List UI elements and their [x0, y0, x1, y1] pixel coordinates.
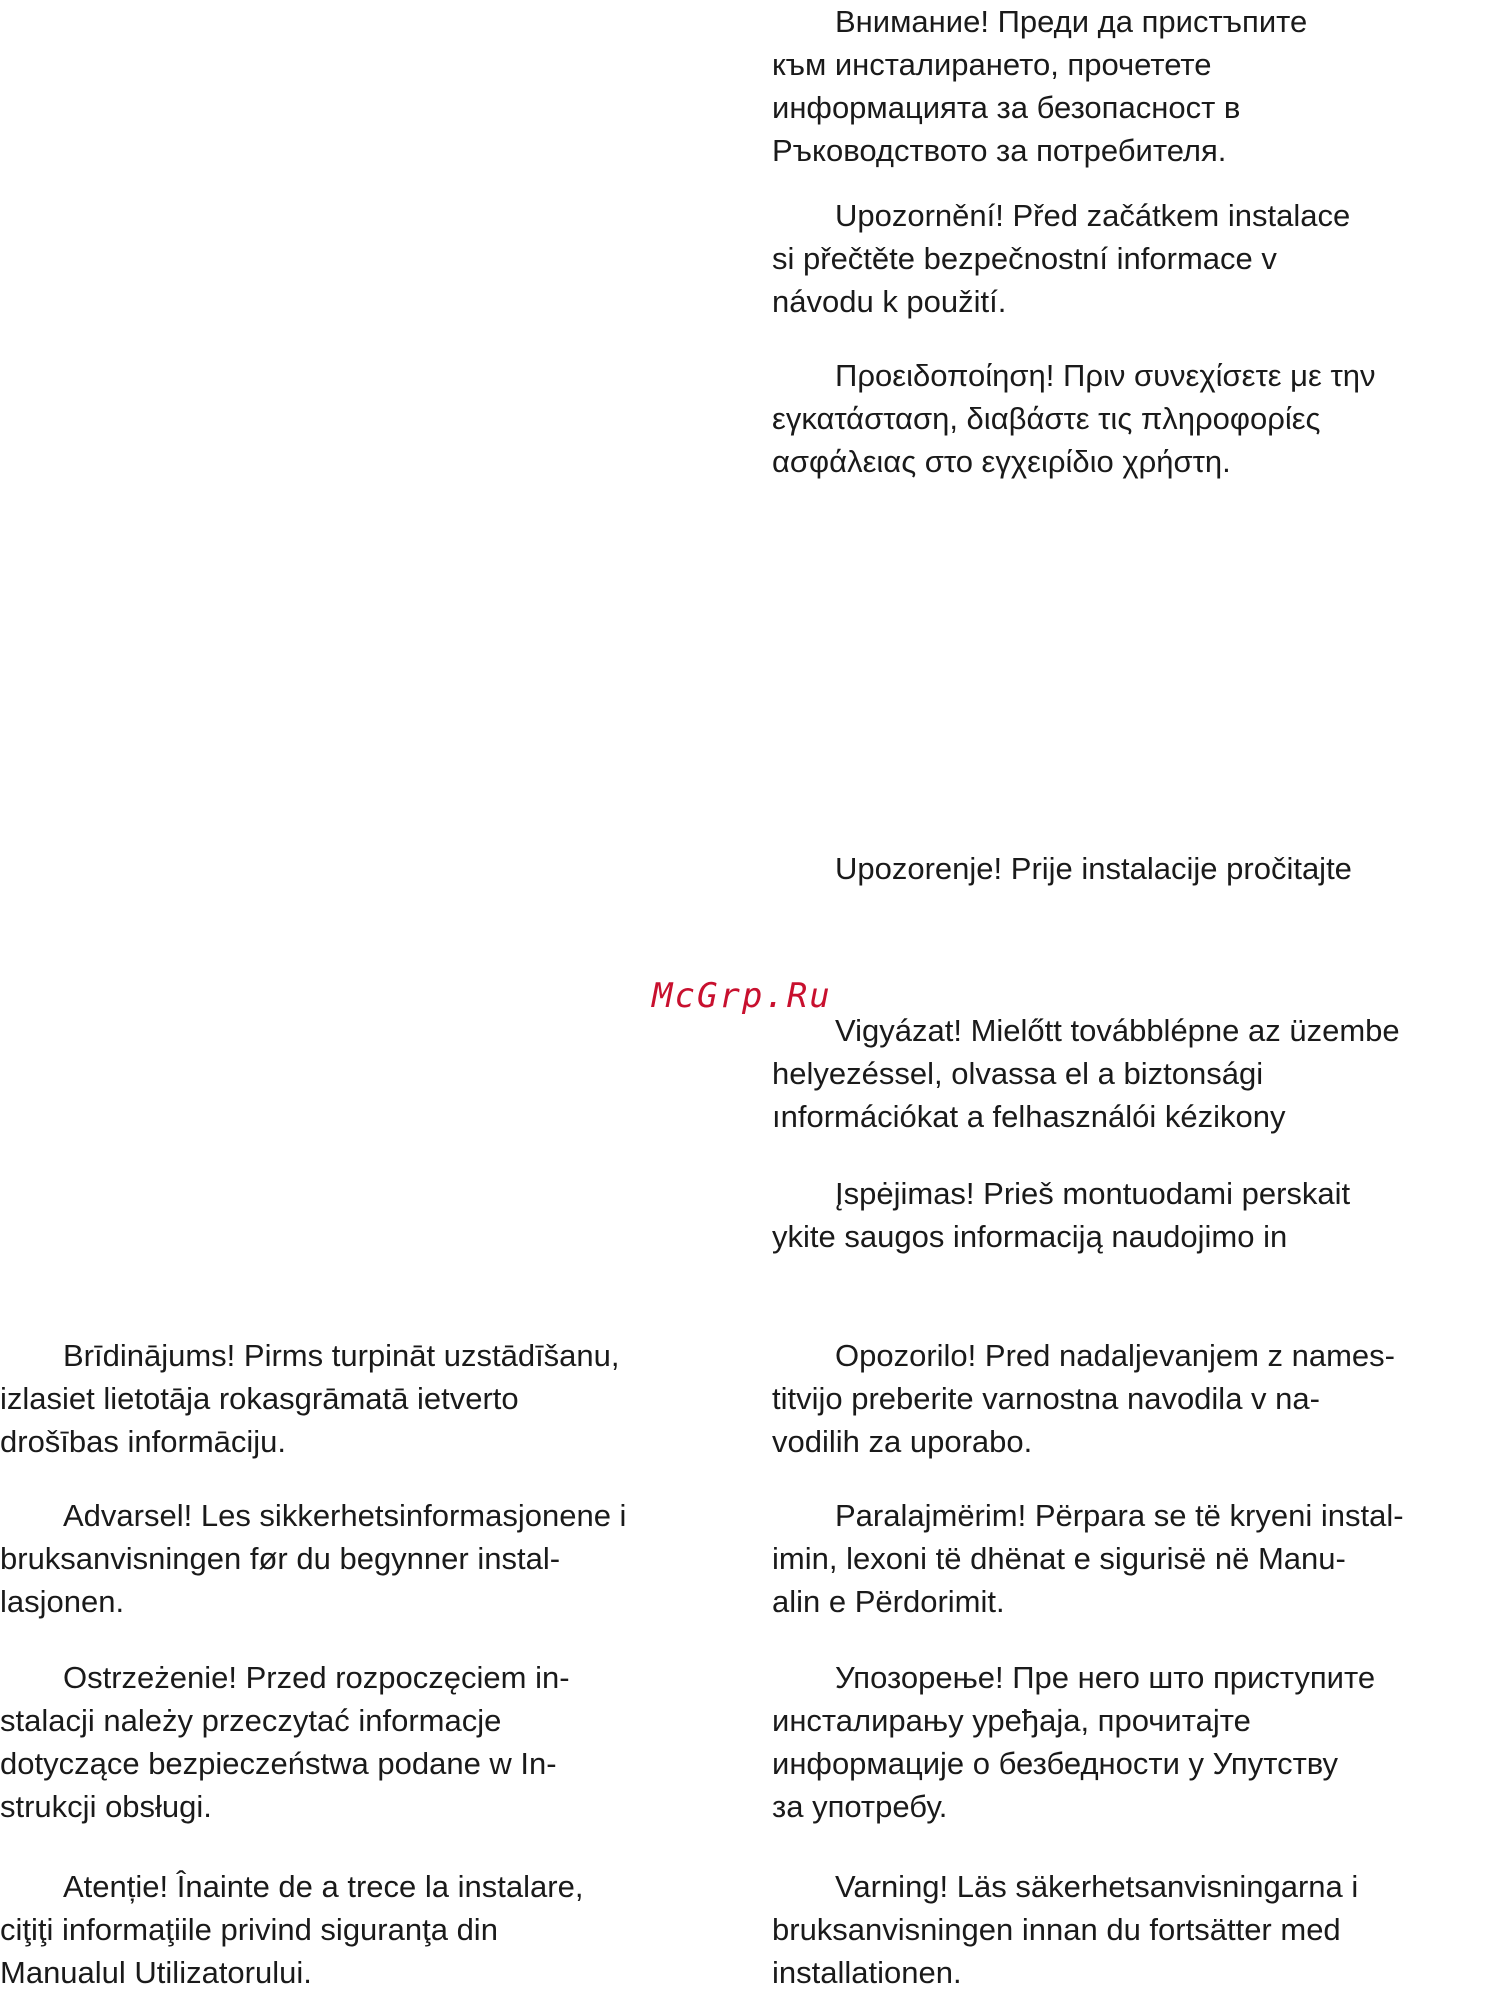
warning-bulgarian: Внимание! Преди да пристъпите към инсталирането, прочетете информацията за безопасност в Ръководството за потребителя. [772, 4, 1308, 168]
warning-slovenian: Opozorilo! Pred nadaljevanjem z names- titvijo preberite varnostna navodila v na- vodilih za uporabo. [772, 1338, 1395, 1459]
warning-greek: Προειδοποίηση! Πριν συνεχίσετε με την εγκατάσταση, διαβάστε τις πληροφορίες ασφάλειας στο εγχειρίδιο χρήστη. [772, 358, 1376, 479]
warning-polish: Ostrzeżenie! Przed rozpoczęciem in- stalacji należy przeczytać informacje dotyczące bezpieczeństwa podane w In- strukcji obsługi. [0, 1660, 570, 1824]
watermark-logo: McGrp.Ru [652, 976, 832, 1016]
warning-romanian: Atenție! Înainte de a trece la instalare, ciţiţi informaţiile privind siguranţa din Manualul Utilizatorului. [0, 1869, 584, 1990]
warning-croatian: Upozorenje! Prije instalacije pročitajte [835, 851, 1352, 886]
warning-lithuanian: Įspėjimas! Prieš montuodami perskait ykite saugos informaciją naudojimo in [772, 1176, 1351, 1254]
warning-swedish: Varning! Läs säkerhetsanvisningarna i bruksanvisningen innan du fortsätter med installationen. [772, 1869, 1359, 1990]
warning-latvian: Brīdinājums! Pirms turpināt uzstādīšanu, izlasiet lietotāja rokasgrāmatā ietverto drošības informāciju. [0, 1338, 620, 1459]
warning-czech: Upozornění! Před začátkem instalace si přečtěte bezpečnostní informace v návodu k použití. [772, 198, 1351, 319]
warning-albanian: Paralajmërim! Përpara se të kryeni instal- imin, lexoni të dhënat e sigurisë në Manu- alin e Përdorimit. [772, 1498, 1404, 1619]
warning-serbian: Упозорење! Пре него што приступите инсталирању уређаја, прочитајте информације о безбедности у Упутству за употребу. [772, 1660, 1376, 1824]
warning-hungarian: Vigyázat! Mielőtt továbblépne az üzembe helyezéssel, olvassa el a biztonsági ınformációkat a felhasználói kézikony [772, 1013, 1400, 1134]
warning-norwegian: Advarsel! Les sikkerhetsinformasjonene i bruksanvisningen før du begynner instal- lasjonen. [0, 1498, 627, 1619]
